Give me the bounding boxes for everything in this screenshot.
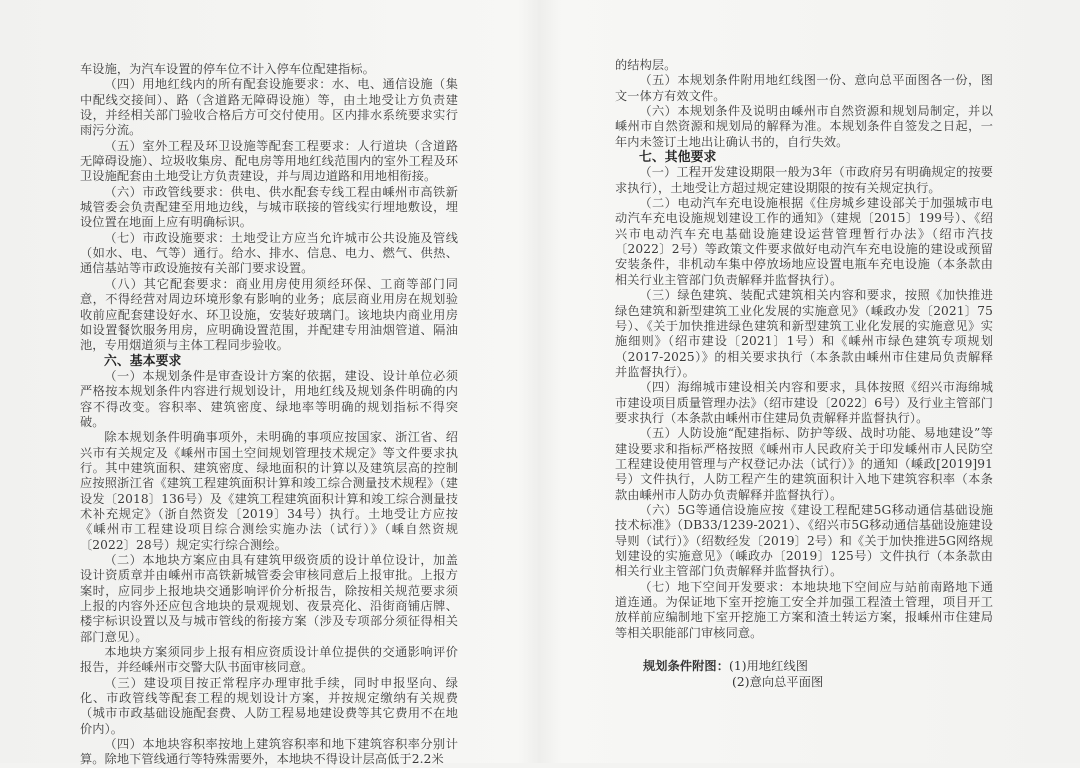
paragraph: 除本规划条件明确事项外，未明确的事项应按国家、浙江省、绍兴市有关规定及《嵊州市国土空间规划管理技术规定》等文件要求执行。其中建筑面积、建筑密度、绿地面积的计算以及建筑层高的控制应按照浙江省《建筑工程建筑面积计算和竣工综合测量技术规程》（建设发〔2018〕136号）及《建筑工程建筑面积计算和竣工综合测量技术补充规定》（浙自然资发〔2019〕34号）执行。土地受让方应按《嵊州市工程建设项目综合测绘实施办法（试行）》（嵊自然资规〔2022〕28号）规定实行综合测绘。 [80,430,458,552]
paragraph: （四）本地块容积率按地上建筑容积率和地下建筑容积率分别计算。除地下管线通行等特殊需要外，本地块不得设计层高低于2.2米 [80,737,458,767]
paragraph: （一）本规划条件是审查设计方案的依据，建设、设计单位必须严格按本规划条件内容进行规划设计，用地红线及规划条件明确的内容不得改变。容积率、建筑密度、绿地率等明确的规划指标不得突破。 [80,368,458,429]
paragraph: （三）建设项目按正常程序办理审批手续，同时申报坚向、绿化、市政管线等配套工程的规划设计方案，并按规定缴纳有关规费（城市市政基础设施配套费、人防工程易地建设费等其它费用不在地价内）。 [80,675,458,736]
paragraph: （三）绿色建筑、装配式建筑相关内容和要求，按照《加快推进绿色建筑和新型建筑工业化发展的实施意见》（嵊政办发〔2021〕75号）、《关于加快推进绿色建筑和新型建筑工业化发展的实施意见》实施细则》（绍市建设〔2021〕1号）和《嵊州市绿色建筑专项规划（2017-2025）》的相关要求执行（本条款由嵊州市住建局负责解释并监督执行）。 [615,288,993,379]
paragraph: 车设施，为汽车设置的停车位不计入停车位配建指标。 [80,62,375,76]
right-page-body [615,58,993,641]
section-heading: 六、基本要求 [104,353,182,369]
paragraph: （二）本地块方案应由具有建筑甲级资质的设计单位设计，加盖设计资质章并由嵊州市高铁新城管委会审核同意后上报审批。上报方案时，应同步上报地块交通影响评价分析报告，除按相关规范要求须上报的内容外还应包含地块的景观规划、夜景亮化、沿街商铺店牌、楼宇标识设置以及与城市管线的衔接方案（涉及专项部分须征得相关部门意见）。 [80,553,458,644]
left-page [80,62,458,768]
paragraph: （五）室外工程及环卫设施等配套工程要求：人行道块（含道路无障碍设施）、垃圾收集房、配电房等用地红线范围内的室外工程及环卫设施配套由土地受让方负责建设，并与周边道路和用地相衔接。 [80,138,458,184]
paragraph: （七）市政设施要求：土地受让方应当允许城市公共设施及管线（如水、电、气等）通行。给水、排水、信息、电力、燃气、供热、通信基站等市政设施按有关部门要求设置。 [80,230,458,276]
appendix-label: 规划条件附图： [643,659,730,674]
paragraph: 的结构层。 [615,58,677,72]
paragraph: （六）5G等通信设施应按《建设工程配建5G移动通信基础设施技术标准》（DB33/1239-2021）、《绍兴市5G移动通信基础设施建设导则（试行）》（绍数经发〔2019〕2号）和《关于加快推进5G网络规划建设的实施意见》（嵊政办〔2019〕125号）文件执行（本条款由相关行业主管部门负责解释并监督执行）。 [615,502,993,579]
paragraph: （六）市政管线要求：供电、供水配套专线工程由嵊州市高铁新城管委会负责配建至用地边线，与城市联接的管线实行埋地敷设，埋设位置在地面上应有明确标识。 [80,184,458,230]
paragraph: （五）人防设施“配建指标、防护等级、战时功能、易地建设”等建设要求和指标严格按照《嵊州市人民政府关于印发嵊州市人民防空工程建设使用管理与产权登记办法（试行）》的通知（嵊政[2019]91号）文件执行，人防工程产生的建筑面积计入地下建筑容积率（本条款由嵊州市人防办负责解释并监督执行）。 [615,426,993,502]
appendix-list [615,659,993,690]
appendix-item-1: (1)用地红线图 [729,659,809,674]
paragraph: （七）地下空间开发要求：本地块地下空间应与站前南路地下通道连通。为保证地下室开挖施工安全并加强工程渣土管理，项目开工放样前应编制地下室开挖施工方案和渣土转运方案，报嵊州市住建局等相关职能部门审核同意。 [615,579,993,640]
paragraph: 本地块方案须同步上报有相应资质设计单位提供的交通影响评价报告，并经嵊州市交警大队书面审核同意。 [80,645,458,675]
paragraph: （一）工程开发建设期限一般为3年（市政府另有明确规定的按要求执行），土地受让方超过规定建设期限的按有关规定执行。 [615,165,993,195]
paragraph: （四）用地红线内的所有配套设施要求：水、电、通信设施（集中配线交接间）、路（含道路无障碍设施）等，由土地受让方负责建设，并经相关部门验收合格后方可交付使用。区内排水系统要求实行雨污分流。 [80,77,458,138]
right-page [615,58,993,690]
appendix-line-1 [643,659,993,675]
section-heading: 七、其他要求 [639,150,717,166]
paragraph: （六）本规划条件及说明由嵊州市自然资源和规划局制定，并以嵊州市自然资源和规划局的解释为准。本规划条件自签发之日起，一年内未签订土地出让确认书的，自行失效。 [615,104,993,149]
paragraph: （五）本规划条件附用地红线图一份、意向总平面图各一份，图文一体方有效文件。 [615,73,993,103]
paragraph: （八）其它配套要求：商业用房使用须经环保、工商等部门同意，不得经营对周边环境形象有影响的业务；底层商业用房在规划验收前应配套建设好水、环卫设施，安装好玻璃门。该地块内商业用房如设置餐饮服务用房，应明确设置范围，并配建专用油烟管道、隔油池，专用烟道须与主体工程同步验收。 [80,276,458,353]
paragraph: （二）电动汽车充电设施根据《住房城乡建设部关于加强城市电动汽车充电设施规划建设工作的通知》（建规〔2015〕199号）、《绍兴市电动汽车充电基础设施建设运营管理暂行办法》（绍市汽技〔2022〕2号）等政策文件要求做好电动汽车充电设施的建设或预留安装条件，非机动车集中停放场地应设置电瓶车充电设施（本条款由相关行业主管部门负责解释并监督执行）。 [615,196,993,287]
appendix-item-2: (2)意向总平面图 [732,674,824,689]
paragraph: （四）海绵城市建设相关内容和要求，具体按照《绍兴市海绵城市建设项目质量管理办法》（绍市建设〔2022〕6号）及行业主管部门要求执行（本条款由嵊州市住建局负责解释并监督执行）。 [615,380,993,425]
